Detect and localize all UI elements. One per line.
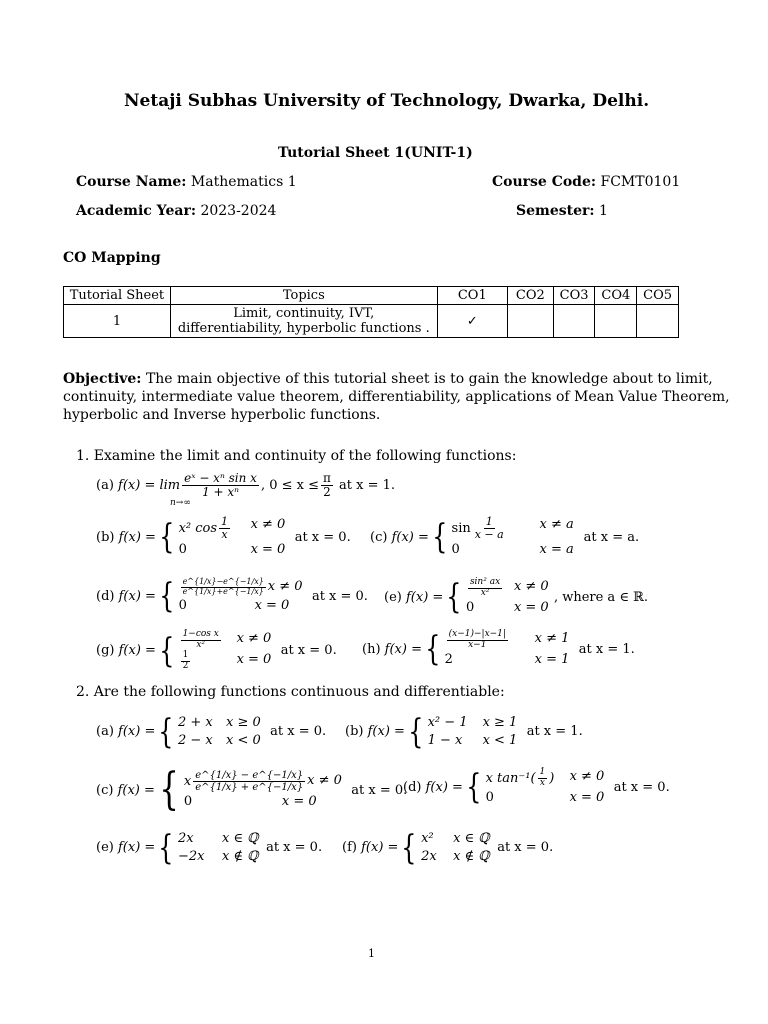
col-co2: CO2 <box>507 287 553 305</box>
q2a-brace: { <box>158 711 174 752</box>
q1h-brace: { <box>425 629 441 670</box>
q1h <box>362 630 635 668</box>
q1g-label: (g) <box>96 643 115 659</box>
q2f-r2b: x ∉ ℚ <box>453 848 490 864</box>
q2b <box>345 711 583 752</box>
course-name <box>76 174 297 190</box>
academic-year-label: Academic Year: <box>76 203 196 219</box>
q1c-r1d: x − a <box>474 528 504 542</box>
q1g-r1d: x² <box>196 639 206 650</box>
q2f-at: at x = 0. <box>497 840 554 856</box>
academic-year <box>76 203 276 219</box>
q1e-r2a: 0 <box>465 599 475 615</box>
q2c <box>96 764 408 815</box>
q1a-pi-den: 2 <box>323 485 331 500</box>
q1d-brace: { <box>159 576 175 617</box>
table-header-row <box>64 287 679 305</box>
q2d <box>403 768 670 806</box>
q2d-r1n: 1 <box>539 767 546 777</box>
q2c-r2a: 0 <box>183 793 193 809</box>
q1c-r1n: 1 <box>485 515 493 528</box>
cell-co5 <box>637 305 679 338</box>
q2a-r2b: x < 0 <box>226 732 261 748</box>
q1e-fx: f(x) = <box>405 589 444 605</box>
cell-co1: ✓ <box>437 305 507 338</box>
q1a-den: 1 + xⁿ <box>202 485 240 500</box>
course-code-label: Course Code: <box>492 174 597 190</box>
q2b-brace: { <box>408 711 424 752</box>
q2a-fx: f(x) = <box>118 724 156 740</box>
cell-sheet: 1 <box>64 305 171 338</box>
q1e-r1d: x² <box>480 587 490 598</box>
q1e <box>384 578 648 616</box>
q2a-r1a: 2 + x <box>178 715 213 730</box>
semester <box>516 203 608 219</box>
q1a-cond: , 0 ≤ x ≤ <box>260 478 319 494</box>
course-code-value: FCMT0101 <box>600 174 681 190</box>
q1h-r1b: x ≠ 1 <box>534 631 570 646</box>
q2a-r1b: x ≥ 0 <box>226 715 261 730</box>
q2a-cases <box>155 711 266 752</box>
q2e-cases <box>155 827 262 868</box>
q2a-at: at x = 0. <box>270 724 327 740</box>
q2e-r2b: x ∉ ℚ <box>221 848 259 864</box>
q1a-fx: f(x) = lim <box>118 478 181 494</box>
q2e-r1a: 2x <box>177 831 194 846</box>
q1e-r1n: sin² ax <box>469 577 501 587</box>
q1b-r2a: 0 <box>178 542 187 558</box>
q1c-cases <box>429 516 580 559</box>
q2c-at: at x = 0. <box>351 782 408 798</box>
q1e-label: (e) <box>384 589 402 605</box>
q1c <box>370 516 639 559</box>
q1h-r1d: x−1 <box>468 639 487 650</box>
q1d-label: (d) <box>96 588 115 604</box>
q1b-r1a: x² cos <box>178 521 218 537</box>
q2b-label: (b) <box>345 724 364 740</box>
course-name-label: Course Name: <box>76 174 187 190</box>
q2b-r2a: 1 − x <box>427 732 463 748</box>
q2a-label: (a) <box>96 724 114 740</box>
q1e-at: , where a ∈ ℝ. <box>553 589 649 605</box>
q2c-brace: { <box>159 764 179 815</box>
q1b-fx: f(x) = <box>118 529 156 545</box>
q1d-cases <box>156 576 308 617</box>
q2d-r2a: 0 <box>485 789 494 805</box>
col-co1: CO1 <box>437 287 507 305</box>
col-co5: CO5 <box>637 287 679 305</box>
q1b-label: (b) <box>96 529 115 545</box>
co-mapping-heading: CO Mapping <box>63 250 161 266</box>
q2c-r2b: x = 0 <box>281 793 317 809</box>
q1b-r1n: 1 <box>221 515 229 528</box>
q2e-r2a: −2x <box>177 848 205 864</box>
q2c-r1d: e^{1/x} + e^{−1/x} <box>195 781 304 793</box>
q2f-fx: f(x) = <box>361 840 399 856</box>
q1g-at: at x = 0. <box>280 643 337 659</box>
q1d-r1n: e^{1/x}−e^{−1/x} <box>182 577 264 586</box>
q1h-r2b: x = 1 <box>534 651 570 667</box>
q1c-r1b: x ≠ a <box>539 517 574 532</box>
q1g-r2d: 2 <box>182 660 189 671</box>
q1g-r2n: 1 <box>182 649 189 660</box>
q1b <box>96 516 351 559</box>
q1d <box>96 576 368 617</box>
q1g-fx: f(x) = <box>118 643 156 659</box>
q2d-fx: f(x) = <box>425 779 463 795</box>
col-co3: CO3 <box>553 287 595 305</box>
q2c-fx: f(x) = <box>117 782 155 798</box>
q1e-r2b: x = 0 <box>513 599 549 615</box>
course-name-value: Mathematics 1 <box>190 174 297 190</box>
semester-value: 1 <box>599 203 608 219</box>
objective-line-2: continuity, intermediate value theorem, differentiability, applications of Mean Value Theorem, <box>63 389 730 405</box>
q2b-at: at x = 1. <box>526 724 583 740</box>
cell-co3 <box>553 305 595 338</box>
col-tutorial-sheet: Tutorial Sheet <box>64 287 171 305</box>
q1b-r1d: x <box>221 528 228 542</box>
q2e-fx: f(x) = <box>117 840 156 856</box>
objective-line-3: hyperbolic and Inverse hyperbolic functions. <box>63 407 381 423</box>
q1e-r1b: x ≠ 0 <box>513 579 549 594</box>
q2c-r1a: x <box>183 773 192 789</box>
q1g <box>96 630 337 672</box>
q1c-brace: { <box>432 517 448 558</box>
q2d-r1a: x tan⁻¹ <box>485 770 531 786</box>
q2f <box>342 827 554 868</box>
q1-text: 1. Examine the limit and continuity of the following functions: <box>76 448 517 464</box>
page-number: 1 <box>368 947 375 960</box>
q2d-cases: { x tan⁻¹( $\frac{1}{x}$ ) x ≠ 0 0 x = 0 <box>463 768 610 806</box>
q1a-num: eˣ − xⁿ sin x <box>184 471 257 485</box>
q1a-pi-num: π <box>323 471 331 485</box>
q1c-r1a: sin <box>451 521 471 537</box>
objective <box>63 370 730 424</box>
q1c-r2a: 0 <box>451 542 460 558</box>
q2d-r1d: x <box>539 777 545 788</box>
q2e-brace: { <box>158 827 174 868</box>
q2b-r1b: x ≥ 1 <box>482 715 518 730</box>
q1g-r2b: x = 0 <box>236 651 272 667</box>
q2e-r1b: x ∈ ℚ <box>221 831 259 846</box>
q1d-r2a: 0 <box>178 597 187 613</box>
university-title: Netaji Subhas University of Technology, Dwarka, Delhi. <box>124 91 650 111</box>
q1g-r1b: x ≠ 0 <box>236 631 272 646</box>
q1c-label: (c) <box>370 529 388 545</box>
q1e-brace: { <box>446 577 462 618</box>
course-code <box>492 174 680 190</box>
q1a <box>96 472 395 499</box>
q2b-r1a: x² − 1 <box>427 715 468 730</box>
q1c-at: at x = a. <box>583 529 640 545</box>
co-mapping-table <box>63 286 679 338</box>
col-topics: Topics <box>170 287 437 305</box>
q1d-r1d: e^{1/x}+e^{−1/x} <box>182 586 264 596</box>
q2b-cases <box>405 711 523 752</box>
q1d-at: at x = 0. <box>311 588 368 604</box>
topics-line-1: Limit, continuity, IVT, <box>233 306 375 321</box>
q1h-label: (h) <box>362 641 381 657</box>
table-row <box>64 305 679 338</box>
topics-line-2: differentiability, hyperbolic functions . <box>177 321 430 336</box>
q2f-r1a: x² <box>421 831 434 846</box>
q1d-r1b: x ≠ 0 <box>267 579 303 594</box>
objective-line-1: The main objective of this tutorial sheet is to gain the knowledge about to limit, <box>145 371 713 387</box>
q1a-pi-frac <box>321 472 333 499</box>
q2d-brace: { <box>466 767 482 808</box>
q2d-label: (d) <box>403 779 422 795</box>
q1d-r2b: x = 0 <box>254 597 290 613</box>
col-co4: CO4 <box>595 287 637 305</box>
q1h-cases <box>422 630 575 668</box>
q1a-limit-sub: n→∞ <box>170 498 191 508</box>
q1c-r2b: x = a <box>539 542 574 558</box>
q1b-cases <box>156 516 291 559</box>
sheet-title: Tutorial Sheet 1(UNIT-1) <box>278 145 473 161</box>
q2f-r2a: 2x <box>421 848 437 864</box>
q2a <box>96 711 327 752</box>
q2f-r1b: x ∈ ℚ <box>453 831 490 846</box>
q2e-at: at x = 0. <box>266 840 323 856</box>
cell-topics <box>170 305 437 338</box>
q1h-r2a: 2 <box>444 651 453 667</box>
objective-label: Objective: <box>63 371 142 387</box>
q1h-at: at x = 1. <box>578 641 635 657</box>
q1g-cases <box>156 630 277 672</box>
q2b-r2b: x < 1 <box>482 732 518 748</box>
academic-year-value: 2023-2024 <box>200 203 277 219</box>
q2e-label: (e) <box>96 840 114 856</box>
q2b-fx: f(x) = <box>367 724 405 740</box>
q1a-fraction <box>182 472 259 499</box>
q1g-brace: { <box>159 630 175 671</box>
q2e <box>96 827 323 868</box>
cell-co2 <box>507 305 553 338</box>
cell-co4 <box>595 305 637 338</box>
q1b-brace: { <box>159 517 175 558</box>
q1a-at: at x = 1. <box>339 478 396 494</box>
q2d-r2b: x = 0 <box>569 789 605 805</box>
semester-label: Semester: <box>516 203 595 219</box>
q1g-r1n: 1−cos x <box>182 629 219 639</box>
q2d-at: at x = 0. <box>613 779 670 795</box>
q1d-fx: f(x) = <box>118 588 156 604</box>
q2-text: 2. Are the following functions continuous and differentiable: <box>76 684 505 700</box>
q1c-fx: f(x) = <box>391 529 429 545</box>
q2c-r1b: x ≠ 0 <box>307 773 342 789</box>
q1e-cases <box>443 578 554 616</box>
q2f-cases <box>398 827 493 868</box>
q2c-label: (c) <box>96 782 114 798</box>
q2f-brace: { <box>401 827 417 868</box>
q1h-r1n: (x−1)−|x−1| <box>448 629 506 639</box>
q2a-r2a: 2 − x <box>178 732 213 748</box>
q1b-at: at x = 0. <box>294 529 351 545</box>
q2c-r1n: e^{1/x} − e^{−1/x} <box>195 769 304 781</box>
q1b-r1b: x ≠ 0 <box>250 517 286 532</box>
q2f-label: (f) <box>342 840 357 856</box>
q2d-r1b: x ≠ 0 <box>569 769 605 784</box>
q1b-r2b: x = 0 <box>250 542 286 558</box>
q2c-cases <box>155 764 347 815</box>
q1h-fx: f(x) = <box>384 641 422 657</box>
q1a-label: (a) <box>96 478 114 494</box>
